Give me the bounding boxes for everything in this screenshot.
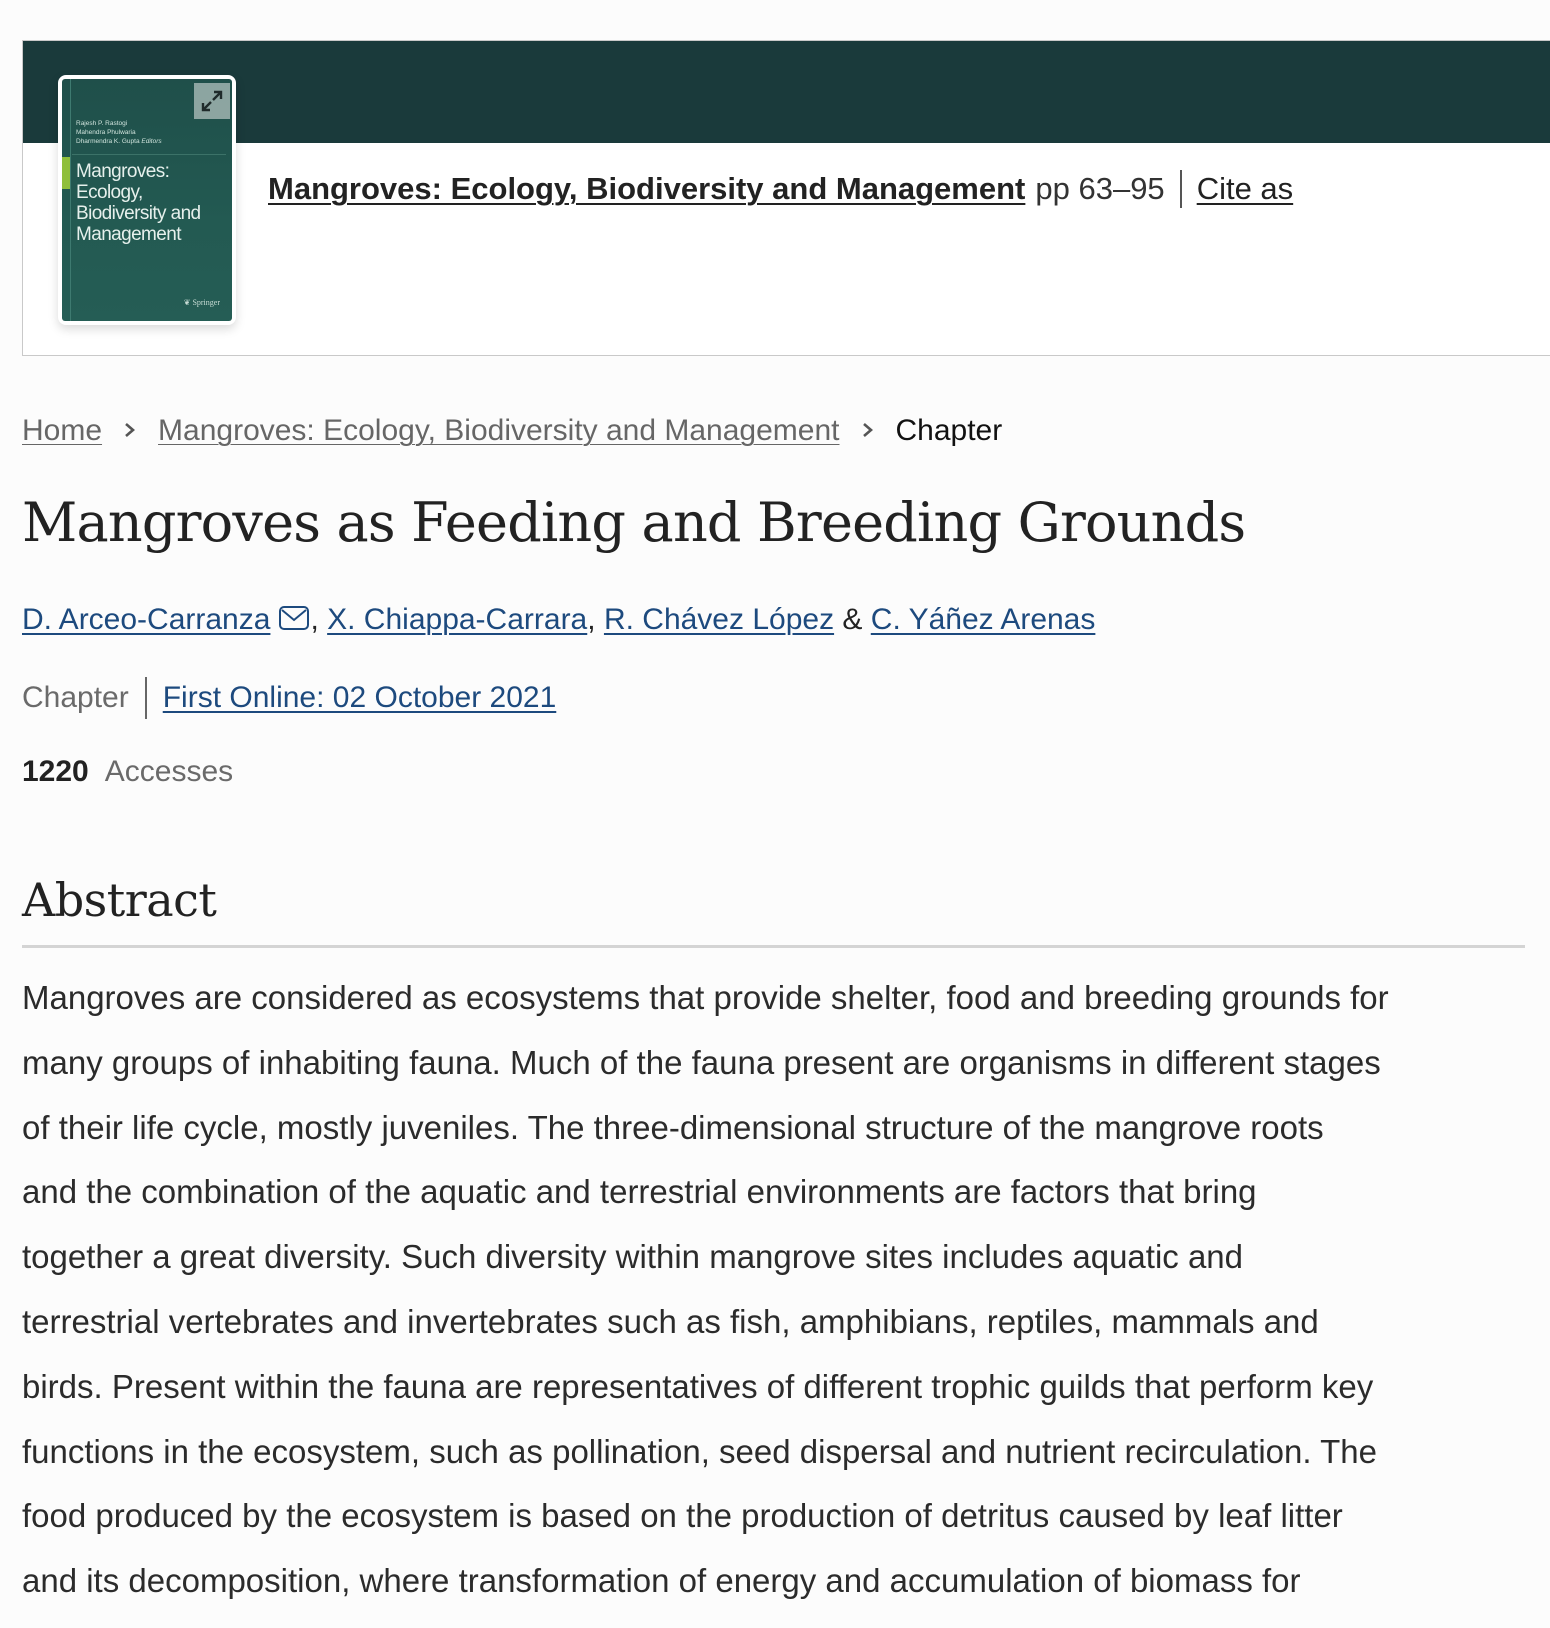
publisher-name: Springer: [192, 298, 220, 307]
author-separator: &: [842, 603, 863, 636]
accesses-label: Accesses: [104, 755, 234, 788]
cover-editor: Dharmendra K. Gupta: [76, 138, 140, 145]
author-link[interactable]: D. Arceo-Carranza: [22, 603, 271, 636]
book-cover[interactable]: [58, 75, 236, 325]
abstract-line: terrestrial vertebrates and invertebrates such as fish, amphibians, reptiles, mammals and: [22, 1302, 1319, 1340]
cover-title-line: Mangroves:: [76, 161, 170, 182]
cover-title-line: Biodiversity and: [76, 203, 201, 224]
book-title-link[interactable]: Mangroves: Ecology, Biodiversity and Management: [268, 171, 1026, 206]
abstract-line: of their life cycle, mostly juveniles. The three-dimensional structure of the mangrove roots: [22, 1108, 1324, 1146]
abstract-line: food produced by the ecosystem is based on the production of detritus caused by leaf litter: [22, 1497, 1343, 1535]
divider: [1180, 170, 1182, 208]
expand-cover-button[interactable]: [194, 83, 230, 119]
abstract-text: [22, 966, 1532, 1614]
abstract-heading: Abstract: [22, 873, 217, 927]
cover-title-line: Ecology,: [76, 182, 143, 203]
cover-editors-label: Editors: [141, 138, 162, 145]
cover-accent-bar: [62, 157, 70, 189]
content-type: Chapter: [22, 681, 129, 714]
email-icon[interactable]: [278, 602, 310, 642]
book-cover-image: [62, 79, 232, 321]
cover-publisher: ❦ Springer: [183, 298, 220, 307]
breadcrumb-home[interactable]: Home: [22, 414, 103, 447]
author-link[interactable]: C. Yáñez Arenas: [870, 603, 1096, 636]
abstract-line: functions in the ecosystem, such as pollination, seed dispersal and nutrient recirculation. The: [22, 1432, 1377, 1470]
abstract-line: Mangroves are considered as ecosystems that provide shelter, food and breeding grounds for: [22, 979, 1389, 1016]
cover-editor: Mahendra Phulwaria: [76, 129, 136, 136]
expand-arrows-icon: [199, 88, 225, 114]
header-band: [23, 41, 1550, 143]
book-header: [22, 40, 1550, 356]
page-range: pp 63–95: [1035, 171, 1165, 206]
abstract-line: and its decomposition, where transformation of energy and accumulation of biomass for: [22, 1562, 1301, 1600]
breadcrumb-book[interactable]: Mangroves: Ecology, Biodiversity and Management: [158, 414, 840, 447]
divider: [145, 677, 147, 719]
author-separator: ,: [587, 603, 596, 636]
cover-editors: [76, 119, 162, 146]
abstract-line: and the combination of the aquatic and terrestrial environments are factors that bring: [22, 1173, 1257, 1211]
abstract-line: birds. Present within the fauna are representatives of different trophic guilds that perform key: [22, 1367, 1374, 1405]
page-title: Mangroves as Feeding and Breeding Grounds: [22, 491, 1246, 554]
cover-rule: [72, 154, 226, 155]
book-info-line: [268, 169, 1293, 209]
author-link[interactable]: R. Chávez López: [603, 603, 835, 636]
abstract-line: many groups of inhabiting fauna. Much of the fauna present are organisms in different stages: [22, 1043, 1381, 1081]
abstract-divider: [22, 945, 1525, 948]
cover-title: [76, 161, 226, 245]
access-metrics: [22, 752, 233, 792]
author-list: [22, 600, 1095, 642]
chevron-right-icon: [858, 411, 878, 451]
author-separator: ,: [310, 603, 319, 636]
chapter-meta: [22, 677, 556, 719]
author-link[interactable]: X. Chiappa-Carrara: [327, 603, 588, 636]
abstract-line: together a great diversity. Such diversity within mangrove sites includes aquatic and: [22, 1238, 1244, 1276]
cite-as-link[interactable]: Cite as: [1196, 171, 1294, 206]
cover-title-line: Management: [76, 224, 181, 245]
cover-editor: Rajesh P. Rastogi: [76, 120, 128, 127]
breadcrumb: [22, 411, 1002, 451]
cover-spine-line: [70, 79, 71, 321]
chevron-right-icon: [120, 411, 140, 451]
breadcrumb-current: Chapter: [895, 414, 1003, 447]
first-online-link[interactable]: First Online: 02 October 2021: [162, 681, 557, 714]
accesses-count: 1220: [22, 755, 89, 788]
